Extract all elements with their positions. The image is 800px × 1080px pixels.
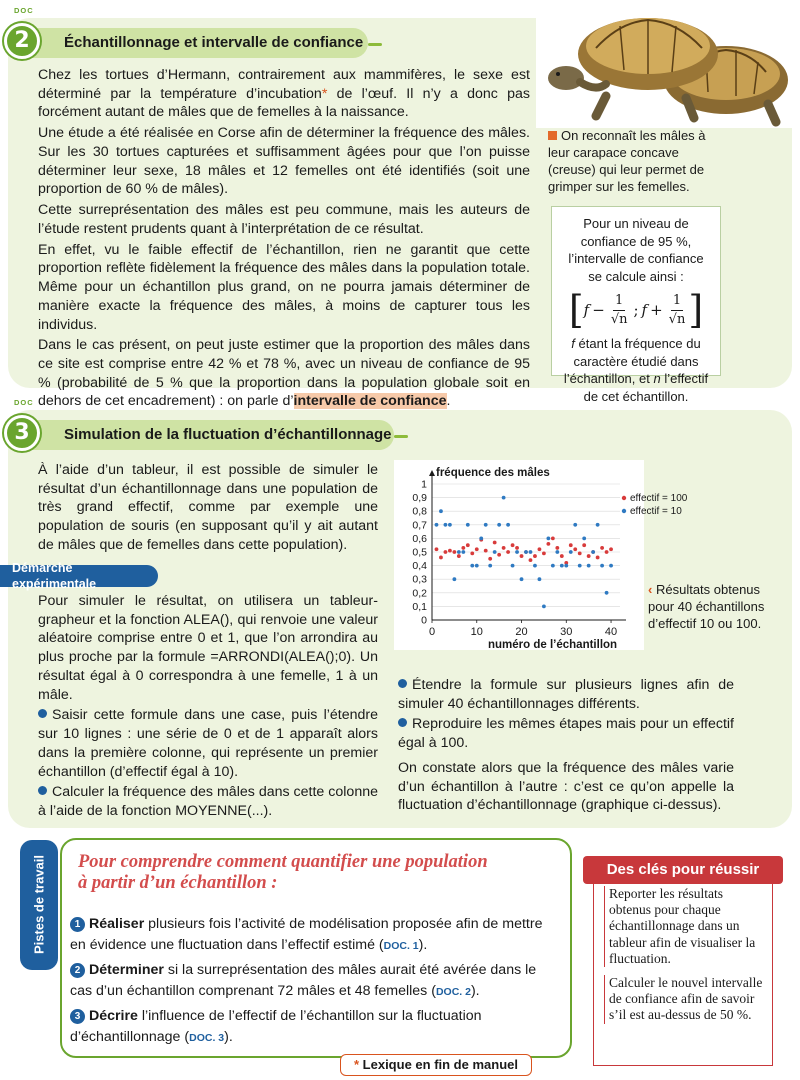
chart-point-effectif-100	[461, 546, 465, 550]
formula-intro: Pour un niveau de confiance de 95 %, l’intervalle de confiance se calcule ainsi :	[568, 216, 704, 284]
doc3-number-badge: 3	[4, 415, 40, 451]
chart-point-effectif-10	[448, 523, 452, 527]
legend-marker-100	[622, 496, 626, 500]
chart-point-effectif-10	[461, 550, 465, 554]
chart-point-effectif-10	[493, 550, 497, 554]
chart-x-tick-label: 20	[515, 626, 528, 638]
chart-point-effectif-100	[448, 549, 452, 553]
piste-text-2: si la surreprésentation des mâles aurait été avérée dans le cas d’un échantillon comprenant 72 mâles et 48 femelles (	[70, 962, 537, 1000]
doc2-paragraph-4: En effet, vu le faible effectif de l’échantillon, rien ne garantit que cette proportion reflète fidèlement la fréquence des mâles dans la population totale. Même pour un échantillon plus grand, on ne pourra jamais déterminer de manière exacte la fréquence des mâles, à moins de capturer tous les individus.	[38, 241, 530, 333]
formula-note	[560, 335, 712, 405]
chart-point-effectif-100	[573, 547, 577, 551]
formula-den-1: √n	[610, 311, 628, 327]
doc3-bullet-4-text: Reproduire les mêmes étapes mais pour un effectif égal à 100.	[398, 716, 734, 752]
chart-x-tick-label: 10	[470, 626, 483, 638]
chart-point-effectif-10	[452, 577, 456, 581]
chart-point-effectif-100	[609, 547, 613, 551]
cles-title: Des clés pour réussir	[583, 856, 783, 884]
legend-label-10: effectif = 10	[630, 506, 682, 517]
fluctuation-chart	[394, 460, 688, 651]
doc2-p1-end: de l’œuf. Il n’y a donc pas forcément autant de mâles que de femelles à la naissance.	[38, 85, 531, 121]
doc3-step-intro: Pour simuler le résultat, on utilisera un tableur-grapheur et la fonction ALEA(), qui renvoie une valeur aléatoire comprise entre 0 et 1, que l’on arrondira au plus proche par la formule =ARRONDI(ALEA();0). Un résultat égal à 0 correspondra à une femelle, 1 à un mâle.	[38, 593, 378, 703]
piste-doc-ref-3: DOC. 3	[189, 1032, 225, 1045]
formula-fraction-1	[611, 292, 628, 328]
doc2-paragraph-3: Cette surreprésentation des mâles est peu commune, mais les auteurs de l’étude restent prudents quant à l’interprétation de ce résultat.	[38, 202, 530, 237]
caption-square-icon	[548, 131, 557, 140]
chart-point-effectif-100	[484, 549, 488, 553]
doc2-number-badge: 2	[4, 23, 40, 59]
doc2-paragraph-5	[38, 336, 530, 411]
chart-point-effectif-100	[546, 542, 550, 546]
bullet-icon	[398, 718, 407, 727]
chart-point-effectif-100	[605, 550, 609, 554]
chart-x-tick-label: 0	[428, 626, 436, 638]
piste-doc-ref-1: DOC. 1	[383, 940, 419, 953]
chart-point-effectif-10	[538, 577, 542, 581]
chart-y-tick-label: 0,8	[412, 505, 427, 518]
chart-point-effectif-100	[538, 547, 542, 551]
piste-end-2: ).	[470, 983, 480, 1000]
piste-doc-ref-2: DOC. 2	[435, 986, 471, 999]
doc3-bullet-2	[38, 783, 378, 820]
formula-f2: f	[641, 301, 648, 320]
formula-den-2: √n	[668, 311, 686, 327]
doc2-text	[38, 66, 530, 413]
legend-label-100: effectif = 100	[630, 493, 688, 504]
chart-point-effectif-10	[555, 550, 559, 554]
chart-point-effectif-100	[466, 543, 470, 547]
chart-y-tick-label: 0,5	[412, 546, 427, 559]
piste-number-3: 3	[70, 1009, 85, 1024]
doc3-title: Simulation de la fluctuation d’échantillonnage	[30, 420, 394, 450]
chart-point-effectif-10	[470, 564, 474, 568]
piste-number-1: 1	[70, 917, 85, 932]
cles-item-1: Reporter les résultats obtenus pour chaque échantillonnage dans un tableur afin de visualiser la fluctuation.	[604, 886, 764, 967]
doc2-p5-end: .	[446, 393, 451, 410]
bracket-left-icon: [	[568, 288, 584, 333]
chart-y-tick-label: 1	[421, 478, 427, 491]
tortoise-head	[548, 66, 584, 90]
piste-verb-2: Déterminer	[89, 962, 164, 978]
pistes-title-line-2: à partir d’un échantillon :	[78, 873, 278, 894]
doc2-p1-start: Chez les tortues d’Hermann, contrairement aux mammifères, le sexe est déterminé par la température d’incubation	[38, 67, 530, 102]
chart-y-tick-label: 0,2	[412, 587, 427, 600]
piste-text-3: l’influence de l’effectif de l’échantillon sur la fluctuation d’échantillonnage (	[70, 1008, 482, 1046]
formula-num-1: 1	[613, 292, 625, 311]
chart-caption-text: Résultats obtenus pour 40 échantillons d’effectif 10 ou 100.	[648, 582, 765, 631]
chart-x-tick-label: 30	[560, 626, 573, 638]
chart-point-effectif-100	[470, 551, 474, 555]
doc2-paragraph-1	[38, 66, 530, 122]
chart-y-tick-label: 0	[421, 614, 427, 627]
doc3-intro: À l’aide d’un tableur, il est possible de simuler le résultat d’un échantillonnage dans une population de très grand effectif, comme par exemple une population de souris (en supposant qu’il y ait autant de mâles que de femelles dans cette population).	[38, 462, 378, 553]
doc3-bullet-1	[38, 706, 378, 781]
doc3-conclusion: On constate alors que la fréquence des mâles varie d’un échantillon à l’autre : c’est ce qu’on appelle la fluctuation d’échantillonnage (graphique ci-dessus).	[398, 759, 734, 814]
bracket-right-icon: ]	[688, 288, 704, 333]
chart-point-effectif-100	[511, 543, 515, 547]
chart-point-effectif-100	[533, 554, 537, 558]
chart-point-effectif-10	[457, 550, 461, 554]
formula-note-n: n	[653, 371, 661, 387]
chart-point-effectif-100	[488, 557, 492, 561]
chart-point-effectif-10	[582, 537, 586, 541]
chart-point-effectif-10	[479, 537, 483, 541]
chart-point-effectif-100	[582, 543, 586, 547]
pistes-side-label: Pistes de travail	[20, 840, 58, 970]
doc3-bullet-2-text: Calculer la fréquence des mâles dans cette colonne à l’aide de la fonction MOYENNE(...).	[38, 784, 378, 820]
piste-end-3: ).	[224, 1029, 233, 1046]
doc2-title: Échantillonnage et intervalle de confiance	[30, 28, 368, 58]
chart-point-effectif-10	[546, 537, 550, 541]
formula-f1: f	[583, 301, 590, 320]
doc2-doc-label: DOC	[14, 6, 34, 15]
formula-box	[551, 206, 721, 404]
bullet-icon	[38, 786, 47, 795]
chart-point-effectif-100	[452, 550, 456, 554]
chart-point-effectif-100	[439, 556, 443, 560]
chart-point-effectif-10	[605, 591, 609, 595]
chart-y-label: fréquence des mâles	[436, 467, 550, 479]
highlight-intervalle: intervalle de confiance	[293, 393, 447, 410]
chart-point-effectif-10	[542, 605, 546, 609]
chart-point-effectif-100	[506, 550, 510, 554]
chart-point-effectif-100	[560, 554, 564, 558]
chart-point-effectif-10	[600, 564, 604, 568]
doc3-steps	[38, 592, 378, 823]
cles-box	[593, 880, 773, 1066]
chart-point-effectif-100	[600, 546, 604, 550]
chart-point-effectif-100	[529, 558, 533, 562]
chart-y-tick-label: 0,3	[412, 573, 427, 586]
chart-point-effectif-10	[497, 523, 501, 527]
chart-point-effectif-100	[493, 541, 497, 545]
lexique-star: *	[321, 85, 328, 102]
demarche-label: Démarche expérimentale	[0, 565, 158, 587]
doc2-paragraph-2: Une étude a été réalisée en Corse afin de déterminer la fréquence des mâles. Sur les 30 tortues capturées et suffisamment âgées pour que l’on puisse déterminer leur sexe, 18 mâles et 12 femelles ont été identifiés (soit une proportion de 60 % de mâles).	[38, 125, 530, 198]
chart-point-effectif-10	[502, 496, 506, 500]
piste-text-1: plusieurs fois l’activité de modélisation proposée afin de mettre en évidence une fluctuation dans l’effectif estimé (	[70, 916, 543, 954]
chart-point-effectif-100	[555, 546, 559, 550]
chart-point-effectif-100	[435, 547, 439, 551]
doc3-bullet-3	[398, 676, 734, 713]
chart-point-effectif-10	[569, 550, 573, 554]
doc3-bullet-1-text: Saisir cette formule dans une case, puis l’étendre sur 10 lignes : une série de 0 et de 1 apparaît alors dans la première colonne, qui représente un premier échantillon (d’effectif égal à 10).	[38, 707, 378, 780]
piste-number-2: 2	[70, 963, 85, 978]
doc2-p5-start: Dans le cas présent, on peut juste estimer que la proportion des mâles dans ce site est comprise entre 42 % et 78 %, avec un niveau de confiance de 95 % (probabilité de 5 % que la proportion dans la population globale soit en dehors de cet encadrement) : on parle d’	[38, 337, 530, 410]
doc3-bullet-3-text: Étendre la formule sur plusieurs lignes afin de simuler 40 échantillonnages différents.	[398, 677, 734, 712]
doc3-doc-label: DOC	[14, 398, 34, 407]
chart-point-effectif-10	[591, 550, 595, 554]
formula	[560, 288, 712, 333]
formula-num-2: 1	[671, 292, 683, 311]
formula-note-f: f	[571, 336, 575, 352]
chart-y-tick-label: 0,6	[412, 532, 427, 545]
tortoise-caption-text: On reconnaît les mâles à leur carapace concave (creuse) qui leur permet de grimper sur les femelles.	[548, 128, 706, 194]
chart-point-effectif-100	[444, 550, 448, 554]
pistes-title	[78, 852, 488, 895]
doc3-bullet-4	[398, 715, 734, 752]
chart-point-effectif-10	[587, 564, 591, 568]
chart-point-effectif-10	[529, 550, 533, 554]
chart-point-effectif-10	[578, 564, 582, 568]
piste-item-3	[70, 1006, 550, 1048]
chart-point-effectif-10	[435, 523, 439, 527]
tortoise-photo	[536, 0, 800, 128]
chart-point-effectif-10	[475, 564, 479, 568]
chart-point-effectif-10	[511, 564, 515, 568]
bullet-icon	[398, 679, 407, 688]
chart-x-label: numéro de l’échantillon	[488, 639, 618, 651]
piste-end-1: ).	[418, 937, 428, 954]
lexique-link[interactable]	[340, 1054, 532, 1076]
chart-y-tick-label: 0,4	[412, 560, 427, 573]
chart-point-effectif-10	[533, 564, 537, 568]
chart-point-effectif-100	[457, 554, 461, 558]
chart-point-effectif-10	[573, 523, 577, 527]
bullet-icon	[38, 709, 47, 718]
chart-y-tick-label: 0,7	[412, 519, 427, 532]
chart-point-effectif-10	[488, 564, 492, 568]
chart-point-effectif-100	[551, 537, 555, 541]
chart-point-effectif-10	[524, 550, 528, 554]
chart-point-effectif-10	[506, 523, 510, 527]
pistes-title-line-1: Pour comprendre comment quantifier une population	[78, 852, 488, 872]
chart-point-effectif-100	[578, 551, 582, 555]
doc3-right-text	[398, 676, 734, 817]
chart-point-effectif-10	[439, 509, 443, 513]
chart-point-effectif-10	[564, 564, 568, 568]
chart-point-effectif-100	[475, 547, 479, 551]
chart-y-tick-label: 0,9	[412, 492, 427, 505]
chart-point-effectif-100	[587, 554, 591, 558]
caption-arrow-icon: ‹	[648, 582, 653, 597]
chart-y-tick-label: 0,1	[412, 600, 427, 613]
formula-fraction-2	[669, 292, 686, 328]
chart-point-effectif-10	[560, 564, 564, 568]
chart-point-effectif-100	[515, 546, 519, 550]
chart-point-effectif-10	[551, 564, 555, 568]
formula-minus: −	[592, 301, 605, 320]
piste-item-2	[70, 960, 550, 1002]
chart-point-effectif-10	[466, 523, 470, 527]
piste-verb-1: Réaliser	[89, 916, 145, 932]
chart-point-effectif-10	[520, 577, 524, 581]
piste-verb-3: Décrire	[89, 1008, 138, 1024]
formula-note-end: l’effectif de cet échantillon.	[583, 371, 709, 404]
chart-point-effectif-10	[444, 523, 448, 527]
chart-point-effectif-10	[515, 550, 519, 554]
formula-plus: +	[650, 301, 663, 320]
lexique-star-icon: *	[354, 1057, 360, 1072]
chart-point-effectif-100	[502, 546, 506, 550]
cles-item-2: Calculer le nouvel intervalle de confiance afin de savoir s’il est au-dessus de 50 %.	[604, 975, 764, 1024]
lexique-label: Lexique en fin de manuel	[359, 1057, 518, 1072]
formula-separator: ;	[633, 301, 639, 320]
chart-point-effectif-10	[609, 564, 613, 568]
legend-marker-10	[622, 509, 626, 513]
chart-point-effectif-100	[542, 551, 546, 555]
chart-point-effectif-100	[497, 553, 501, 557]
chart-point-effectif-10	[596, 523, 600, 527]
chart-point-effectif-10	[484, 523, 488, 527]
chart-point-effectif-100	[520, 554, 524, 558]
chart-point-effectif-100	[569, 543, 573, 547]
tortoise-caption	[548, 128, 716, 196]
formula-note-mid: étant la fréquence du caractère étudié dans l’échantillon, et	[563, 336, 701, 387]
chart-caption	[648, 582, 768, 633]
piste-item-1	[70, 914, 550, 956]
chart-x-tick-label: 40	[604, 626, 618, 638]
chart-point-effectif-100	[596, 556, 600, 560]
